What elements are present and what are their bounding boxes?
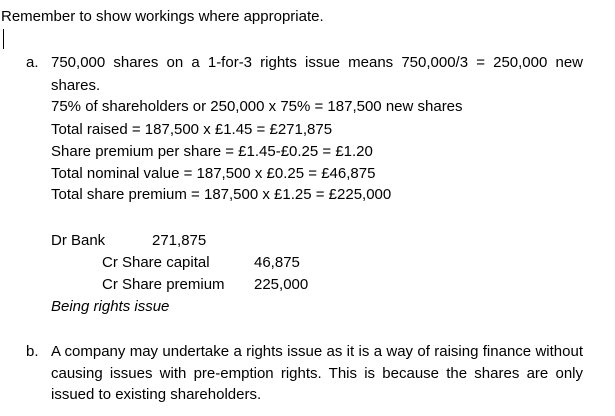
text-cursor [3, 29, 4, 49]
part-a-line-5: Share premium per share = £1.45-£0.25 = £1.20 [51, 143, 373, 160]
part-b-line-3: issued to existing shareholders. [51, 386, 262, 403]
part-a-marker: a. [26, 54, 39, 71]
part-a-line-1: 750,000 shares on a 1-for-3 rights issue means 750,000/3 = 250,000 new [51, 54, 583, 71]
part-a-line-6: Total nominal value = 187,500 x £0.25 = £46,875 [51, 165, 376, 182]
journal-narrative: Being rights issue [51, 298, 170, 315]
journal-cr2-amount: 225,000 [254, 276, 309, 293]
journal-dr-amount: 271,875 [152, 232, 207, 249]
part-a-line-7: Total share premium = 187,500 x £1.25 = £225,000 [51, 186, 392, 203]
part-b-marker: b. [26, 343, 39, 360]
part-b-line-1: A company may undertake a rights issue as it is a way of raising finance without [51, 343, 583, 360]
instruction-text: Remember to show workings where appropriate. [1, 8, 324, 25]
journal-dr-label: Dr Bank [51, 232, 106, 249]
part-b-line-2: causing issues with pre-emption rights. This is because the shares are only [51, 365, 583, 382]
journal-cr1-amount: 46,875 [254, 254, 300, 271]
part-a-line-2: shares. [51, 77, 101, 94]
part-a-line-3: 75% of shareholders or 250,000 x 75% = 187,500 new shares [51, 98, 463, 115]
part-a-line-4: Total raised = 187,500 x £1.45 = £271,875 [51, 121, 333, 138]
journal-cr2-label: Cr Share premium [102, 276, 225, 293]
journal-cr1-label: Cr Share capital [102, 254, 210, 271]
